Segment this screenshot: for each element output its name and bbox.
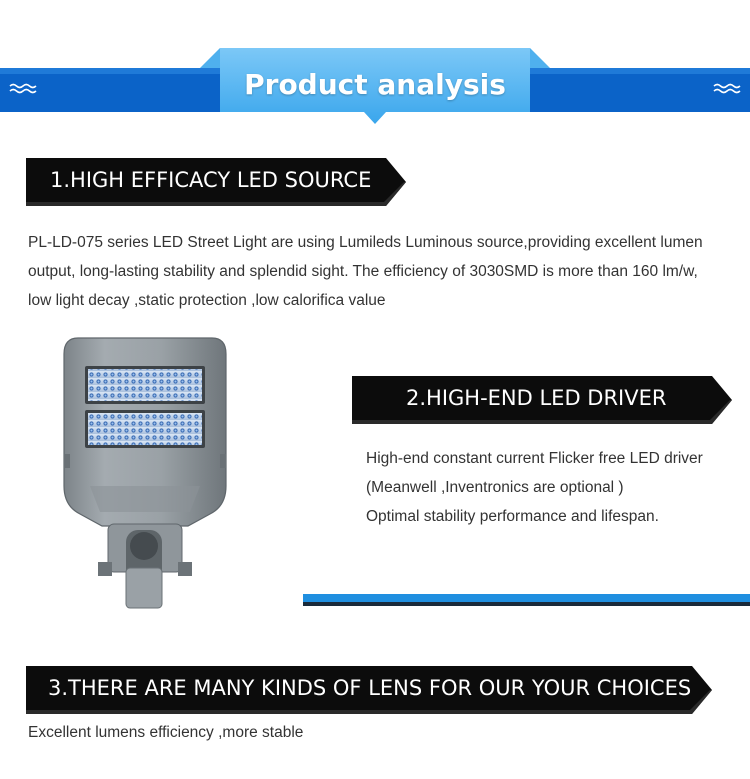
section-heading-label: 3.THERE ARE MANY KINDS OF LENS FOR OUR YOUR CHOICES xyxy=(48,676,692,700)
section-body-led-source xyxy=(28,228,703,315)
waves-icon xyxy=(9,83,37,95)
body-line: Excellent lumens efficiency ,more stable xyxy=(28,724,304,741)
divider-blue-stripe xyxy=(303,594,750,602)
section-divider xyxy=(303,594,750,606)
body-line: High-end constant current Flicker free LED driver xyxy=(366,450,703,467)
page-title: Product analysis xyxy=(244,67,506,101)
body-line: output, long-lasting stability and splendid sight. The efficiency of 3030SMD is more than 160 lm/w, xyxy=(28,263,698,280)
header-banner xyxy=(0,0,750,130)
street-light-image xyxy=(60,336,230,612)
section-heading-led-driver xyxy=(352,376,732,424)
waves-icon xyxy=(713,83,741,95)
section-body-led-driver xyxy=(366,444,703,531)
section-heading-led-source xyxy=(26,158,406,206)
body-line: PL-LD-075 series LED Street Light are using Lumileds Luminous source,providing excellent lumen xyxy=(28,234,703,251)
section-heading-label: 2.HIGH-END LED DRIVER xyxy=(406,386,667,410)
body-line: Optimal stability performance and lifespan. xyxy=(366,508,659,525)
body-line: low light decay ,static protection ,low calorifica value xyxy=(28,292,386,309)
section-body-lens xyxy=(28,723,303,743)
section-heading-label: 1.HIGH EFFICACY LED SOURCE xyxy=(50,168,372,192)
divider-dark-stripe xyxy=(303,602,750,606)
section-heading-lens xyxy=(26,666,712,714)
body-line: (Meanwell ,Inventronics are optional ) xyxy=(366,479,624,496)
